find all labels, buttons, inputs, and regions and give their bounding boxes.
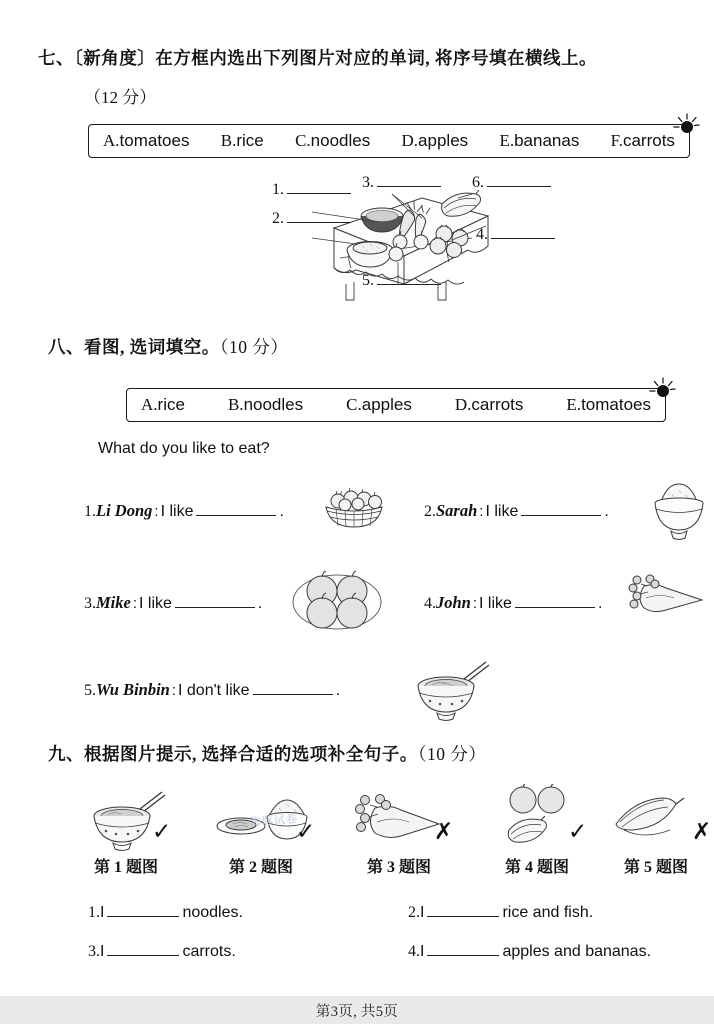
answer-blank[interactable] [427,942,499,956]
sentence-3: 3.I carrots. [88,943,236,960]
picture-bananas [610,790,702,852]
word-bank-option[interactable]: F.carrots [610,131,675,150]
section-7-heading-text: 七、〔新角度〕在方框内选出下列图片对应的单词, 将序号填在横线上。 [38,48,597,68]
question-item-2: 2. Sarah : I like . [424,501,609,520]
picture-blank-2[interactable]: 2. [272,210,354,228]
picture-caption: 第 2 题图 [228,859,293,876]
question-item-3: 3. Mike : I like . [84,593,263,612]
word-bank-option[interactable]: A.rice [141,395,185,414]
word-bank-option[interactable]: C.noodles [295,131,371,150]
check-mark-1: ✓ [152,819,172,844]
picture-blank-4[interactable]: 4. [476,226,558,244]
picture-bowl-of-rice [648,478,710,544]
sentence-4: 4.I apples and bananas. [408,943,652,960]
picture-carrots [353,790,445,852]
word-bank-option[interactable]: B.rice [220,131,264,150]
page-number: 第3页, 共5页 [315,1003,399,1020]
answer-blank[interactable] [515,594,595,608]
picture-blank-5[interactable]: 5. [362,272,444,290]
section-7-points: （12 分） [84,88,157,107]
answer-blank[interactable] [427,903,499,917]
section-8-points: （10 分） [219,337,289,357]
picture-caption: 第 3 题图 [366,859,431,876]
answer-blank[interactable] [107,903,179,917]
sentence-2: 2.I rice and fish. [408,904,594,921]
picture-bowl-of-noodles [408,660,492,722]
section-8-heading-text: 八、看图, 选词填空。 [48,337,220,357]
answer-blank[interactable] [107,942,179,956]
picture-caption: 第 1 题图 [93,859,158,876]
watermark: 海豚试卷 [249,813,299,829]
word-bank-option[interactable]: B.noodles [227,395,304,414]
answer-blank[interactable] [196,502,276,516]
picture-apples [292,571,382,633]
picture-blank-3[interactable]: 3. [362,174,444,192]
picture-blank-6[interactable]: 6. [472,174,554,192]
section-9-heading-text: 九、根据图片提示, 选择合适的选项补全句子。 [48,744,418,764]
picture-blank-1[interactable]: 1. [272,181,354,199]
word-bank-option[interactable]: E.tomatoes [566,395,651,414]
picture-carrots [628,572,708,630]
word-bank-option[interactable]: E.bananas [499,131,580,150]
question-item-1: 1. Li Dong : I like . [84,501,284,520]
check-mark-4: ✓ [568,819,588,844]
picture-basket-of-tomatoes [318,487,390,533]
sentence-1: 1.I noodles. [88,904,243,921]
section-8-prompt: What do you like to eat? [98,440,270,457]
page-footer [0,996,714,1024]
picture-caption: 第 5 题图 [623,859,688,876]
word-bank-option[interactable]: C.apples [346,395,412,414]
word-bank-option[interactable]: D.apples [401,131,469,150]
section-7-word-bank [88,124,690,158]
section-9-heading [48,744,486,765]
question-item-5: 5. Wu Binbin : I don't like . [84,680,341,699]
word-bank-option[interactable]: A.tomatoes [103,131,190,150]
answer-blank[interactable] [521,502,601,516]
section-8-heading [48,337,288,358]
section-9-points: （10 分） [417,744,487,764]
section-7-heading [38,48,597,69]
check-mark-2: ✓ [296,819,316,844]
answer-blank[interactable] [253,681,333,695]
cross-mark-3: ✗ [434,819,454,844]
cross-mark-5: ✗ [692,819,712,844]
word-bank-option[interactable]: D.carrots [454,395,524,414]
question-item-4: 4. John : I like . [424,593,603,612]
picture-caption: 第 4 题图 [504,859,569,876]
section-8-word-bank [126,388,666,422]
answer-blank[interactable] [175,594,255,608]
